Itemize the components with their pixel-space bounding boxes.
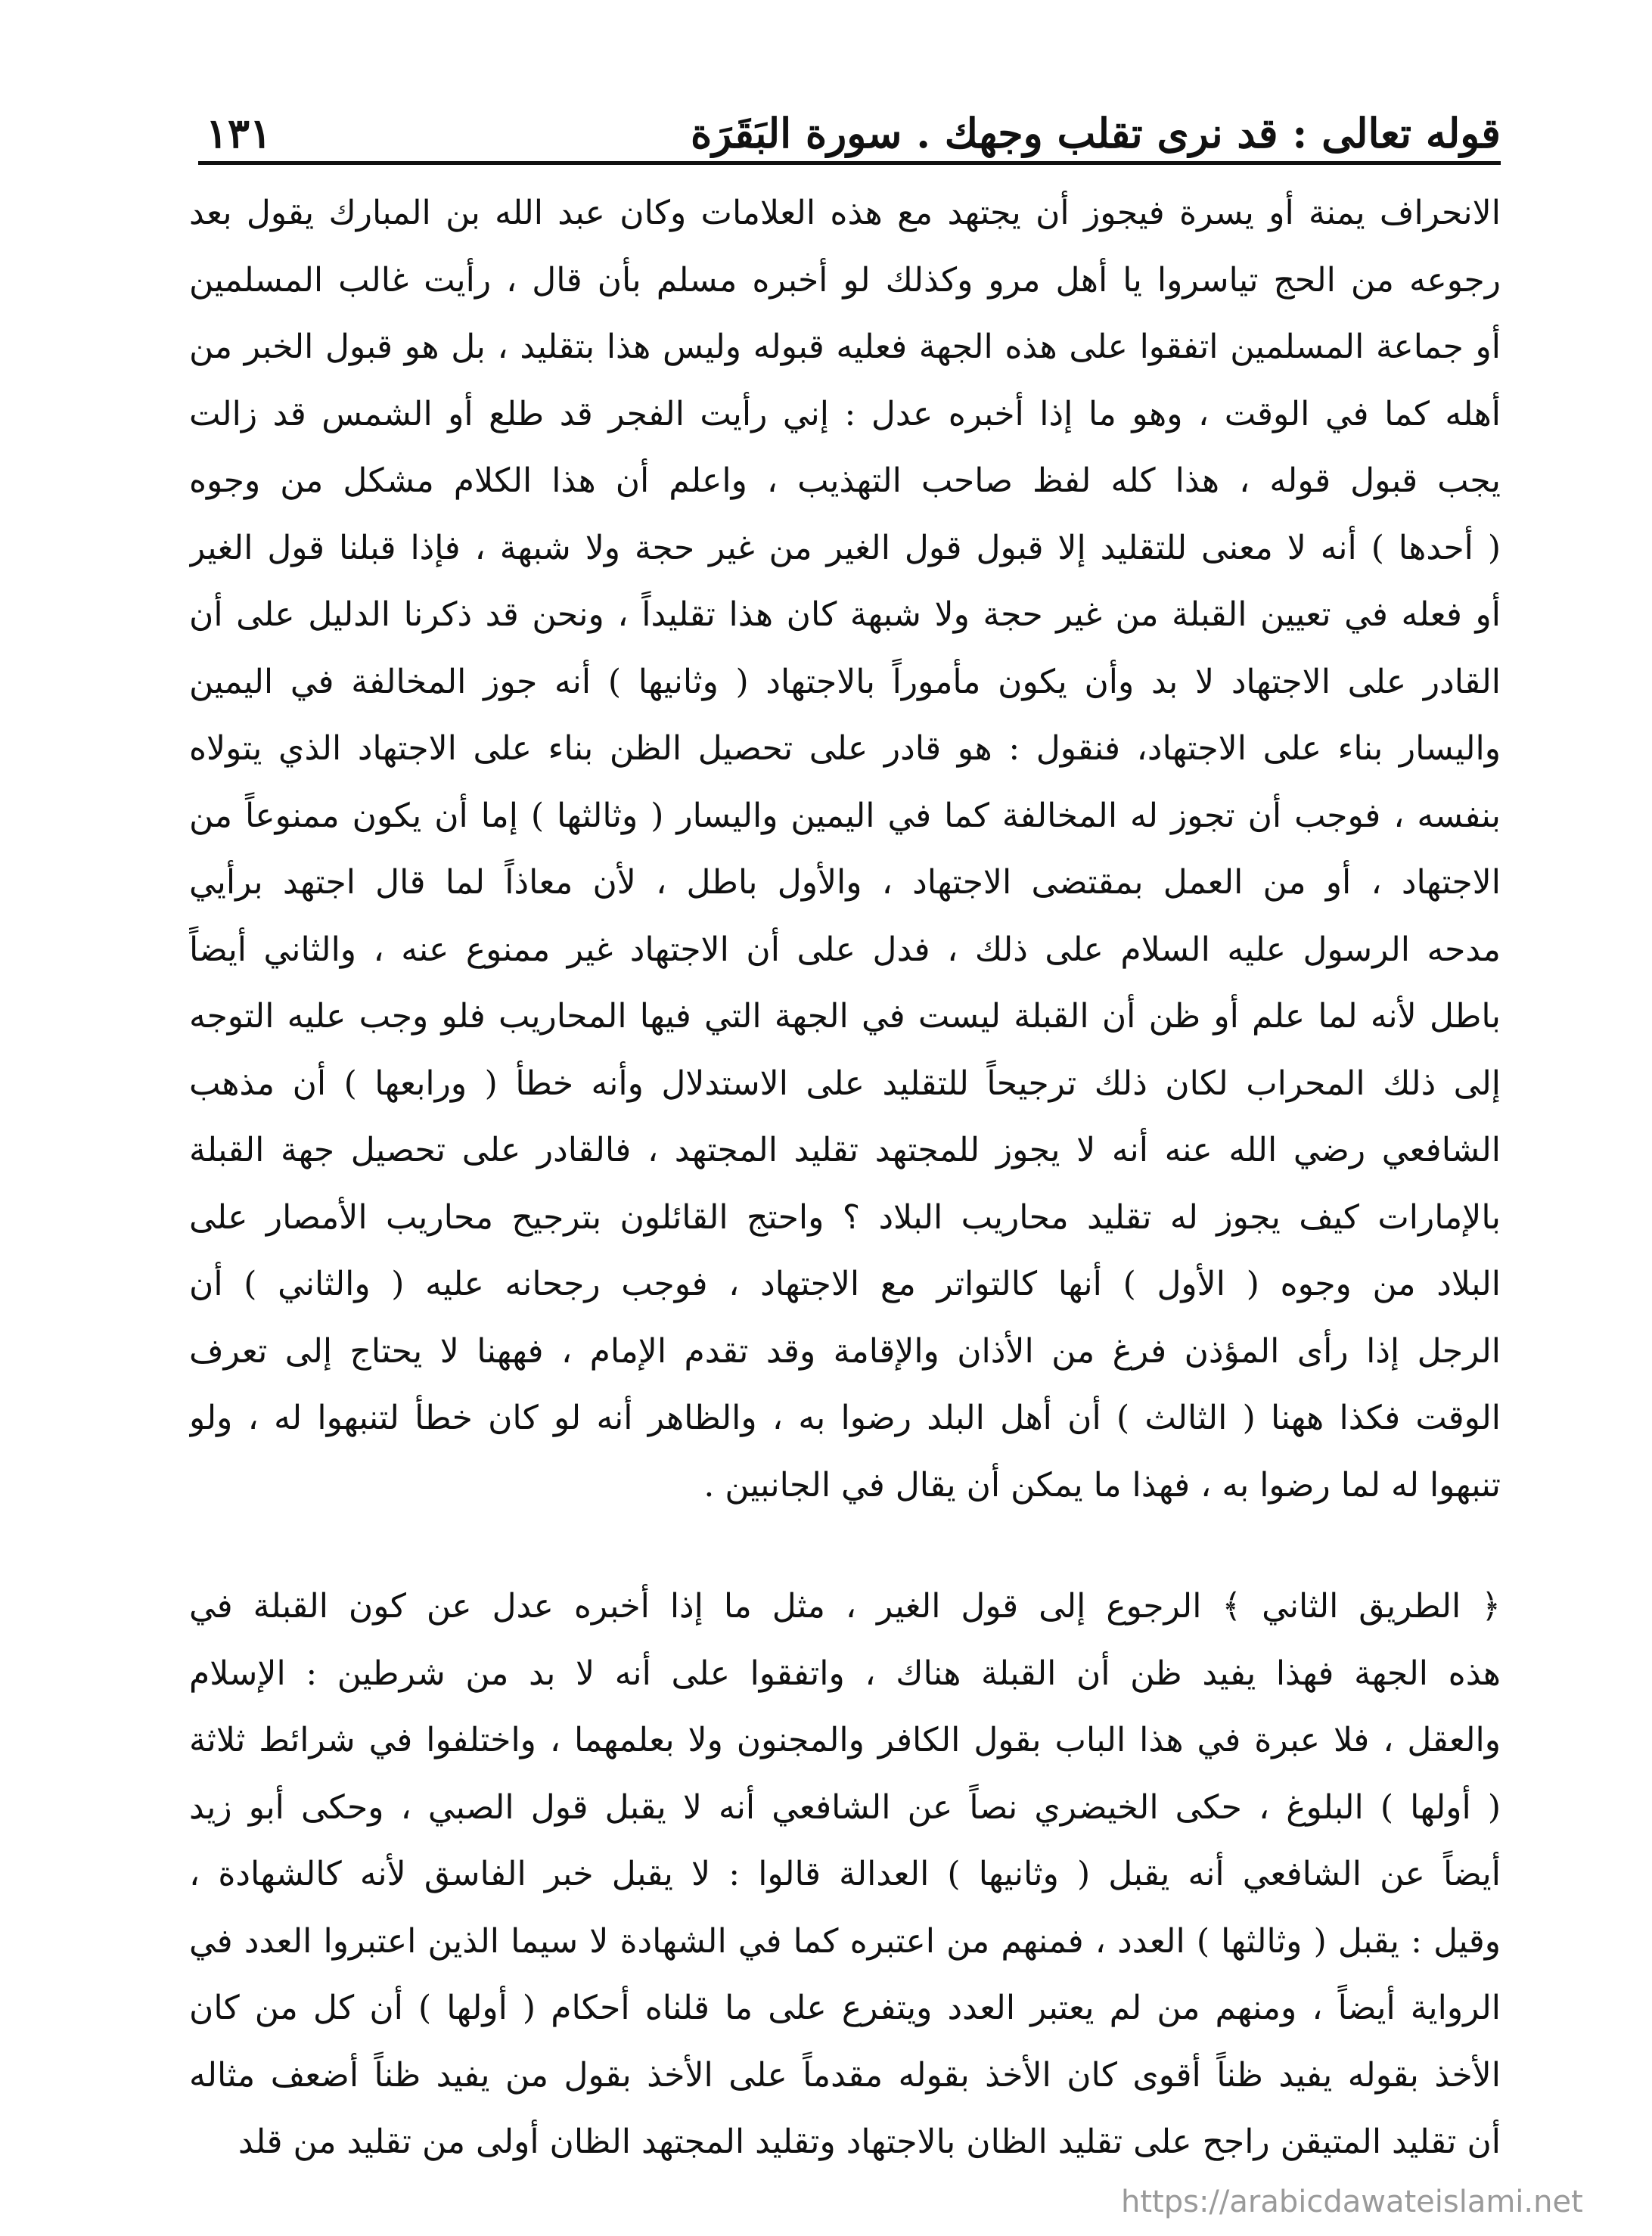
page-number: ١٣١ xyxy=(206,109,272,157)
text-line: يجب قبول قوله ، هذا كله لفظ صاحب التهذيب ، واعلم أن هذا الكلام مشكل من وجوه xyxy=(189,461,1501,500)
text-line: رجوعه من الحج تياسروا يا أهل مرو وكذلك لو أخبره مسلم بأن قال ، رأيت غالب المسلمين xyxy=(189,260,1501,300)
text-line: الشافعي رضي الله عنه أنه لا يجوز للمجتهد تقليد المجتهد ، فالقادر على تحصيل جهة القبلة xyxy=(189,1131,1501,1169)
text-line: باطل لأنه لما علم أو ظن أن القبلة ليست في الجهة التي فيها المحاريب فلو وجب عليه التوجه xyxy=(189,997,1501,1036)
text-line: القادر على الاجتهاد لا بد وأن يكون مأموراً بالاجتهاد ( وثانيها ) أنه جوز المخالفة في اليمين xyxy=(189,662,1501,701)
text-line: إلى ذلك المحراب لكان ذلك ترجيحاً للتقليد على الاستدلال وأنه خطأ ( ورابعها ) أن مذهب xyxy=(189,1064,1501,1103)
text-line: تنبهوا له لما رضوا به ، فهذا ما يمكن أن يقال في الجانبين . xyxy=(703,1465,1501,1505)
text-line: أو جماعة المسلمين اتفقوا على هذه الجهة فعليه قبوله وليس هذا بتقليد ، بل هو قبول الخبر من xyxy=(189,328,1501,366)
paragraph-gap xyxy=(189,1519,1501,1573)
text-line: البلاد من وجوه ( الأول ) أنها كالتواتر مع الاجتهاد ، فوجب رجحانه عليه ( والثاني ) أن xyxy=(189,1265,1501,1303)
watermark-url: https://arabicdawateislami.net xyxy=(1121,2185,1583,2219)
text-line: ( أحدها ) أنه لا معنى للتقليد إلا قبول قول الغير من غير حجة ولا شبهة ، فإذا قبلنا قول الغير xyxy=(189,528,1501,567)
text-line: مدحه الرسول عليه السلام على ذلك ، فدل على أن الاجتهاد غير ممنوع عنه ، والثاني أيضاً xyxy=(189,930,1501,969)
text-line: الاجتهاد ، أو من العمل بمقتضى الاجتهاد ، والأول باطل ، لأن معاذاً لما قال اجتهد برأيي xyxy=(189,863,1501,902)
text-line: أيضاً عن الشافعي أنه يقبل ( وثانيها ) العدالة قالوا : لا يقبل خبر الفاسق لأنه كالشهادة ، xyxy=(189,1855,1501,1893)
text-line: أن تقليد المتيقن راجح على تقليد الظان بالاجتهاد وتقليد المجتهد الظان أولى من تقليد من قلد xyxy=(238,2123,1501,2161)
text-line: الوقت فكذا ههنا ( الثالث ) أن أهل البلد رضوا به ، والظاهر أنه لو كان خطأ لتنبهوا له ، ولو xyxy=(189,1399,1501,1437)
text-line: بالإمارات كيف يجوز له تقليد محاريب البلاد ؟ واحتج القائلون بترجيح محاريب الأمصار على xyxy=(189,1197,1501,1237)
text-line: الرجل إذا رأى المؤذن فرغ من الأذان والإقامة وقد تقدم الإمام ، فههنا لا يحتاج إلى تعرف xyxy=(189,1331,1501,1371)
paragraph-2 xyxy=(189,1573,1501,2176)
header-rule xyxy=(198,161,1501,165)
text-line: هذه الجهة فهذا يفيد ظن أن القبلة هناك ، واتفقوا على أنه لا بد من شرطين : الإسلام xyxy=(189,1654,1501,1693)
text-line: الأخذ بقوله يفيد ظناً أقوى كان الأخذ بقوله مقدماً على الأخذ بقول من يفيد ظناً أضعف مثاله xyxy=(189,2055,1501,2095)
page-body xyxy=(189,180,1501,2176)
text-line: والعقل ، فلا عبرة في هذا الباب بقول الكافر والمجنون ولا بعلمهما ، واختلفوا في شرائط ثلاثة xyxy=(189,1721,1501,1759)
text-line: واليسار بناء على الاجتهاد، فنقول : هو قادر على تحصيل الظن بناء على الاجتهاد الذي يتولاه xyxy=(189,729,1501,768)
text-line: أهله كما في الوقت ، وهو ما إذا أخبره عدل : إني رأيت الفجر قد طلع أو الشمس قد زالت xyxy=(189,394,1501,433)
text-line: ( أولها ) البلوغ ، حكى الخيضري نصاً عن الشافعي أنه لا يقبل قول الصبي ، وحكى أبو زيد xyxy=(189,1787,1501,1827)
page-header xyxy=(198,89,1501,165)
running-title: قوله تعالى : قد نرى تقلب وجهك . سورة البَقَرَة xyxy=(690,109,1501,157)
text-line: أو فعله في تعيين القبلة من غير حجة ولا شبهة كان هذا تقليداً ، ونحن قد ذكرنا الدليل على أن xyxy=(189,595,1501,634)
text-line: الانحراف يمنة أو يسرة فيجوز أن يجتهد مع هذه العلامات وكان عبد الله بن المبارك يقول بعد xyxy=(189,194,1501,232)
text-line: وقيل : يقبل ( وثالثها ) العدد ، فمنهم من اعتبره كما في الشهادة لا سيما الذين اعتبروا العدد في xyxy=(189,1921,1501,1961)
text-line: بنفسه ، فوجب أن تجوز له المخالفة كما في اليمين واليسار ( وثالثها ) إما أن يكون ممنوعاً من xyxy=(189,796,1501,835)
text-line: ﴿ الطريق الثاني ﴾ الرجوع إلى قول الغير ، مثل ما إذا أخبره عدل عن كون القبلة في xyxy=(189,1587,1501,1626)
paragraph-1 xyxy=(189,180,1501,1519)
text-line: الرواية أيضاً ، ومنهم من لم يعتبر العدد ويتفرع على ما قلناه أحكام ( أولها ) أن كل من كان xyxy=(189,1989,1501,2027)
